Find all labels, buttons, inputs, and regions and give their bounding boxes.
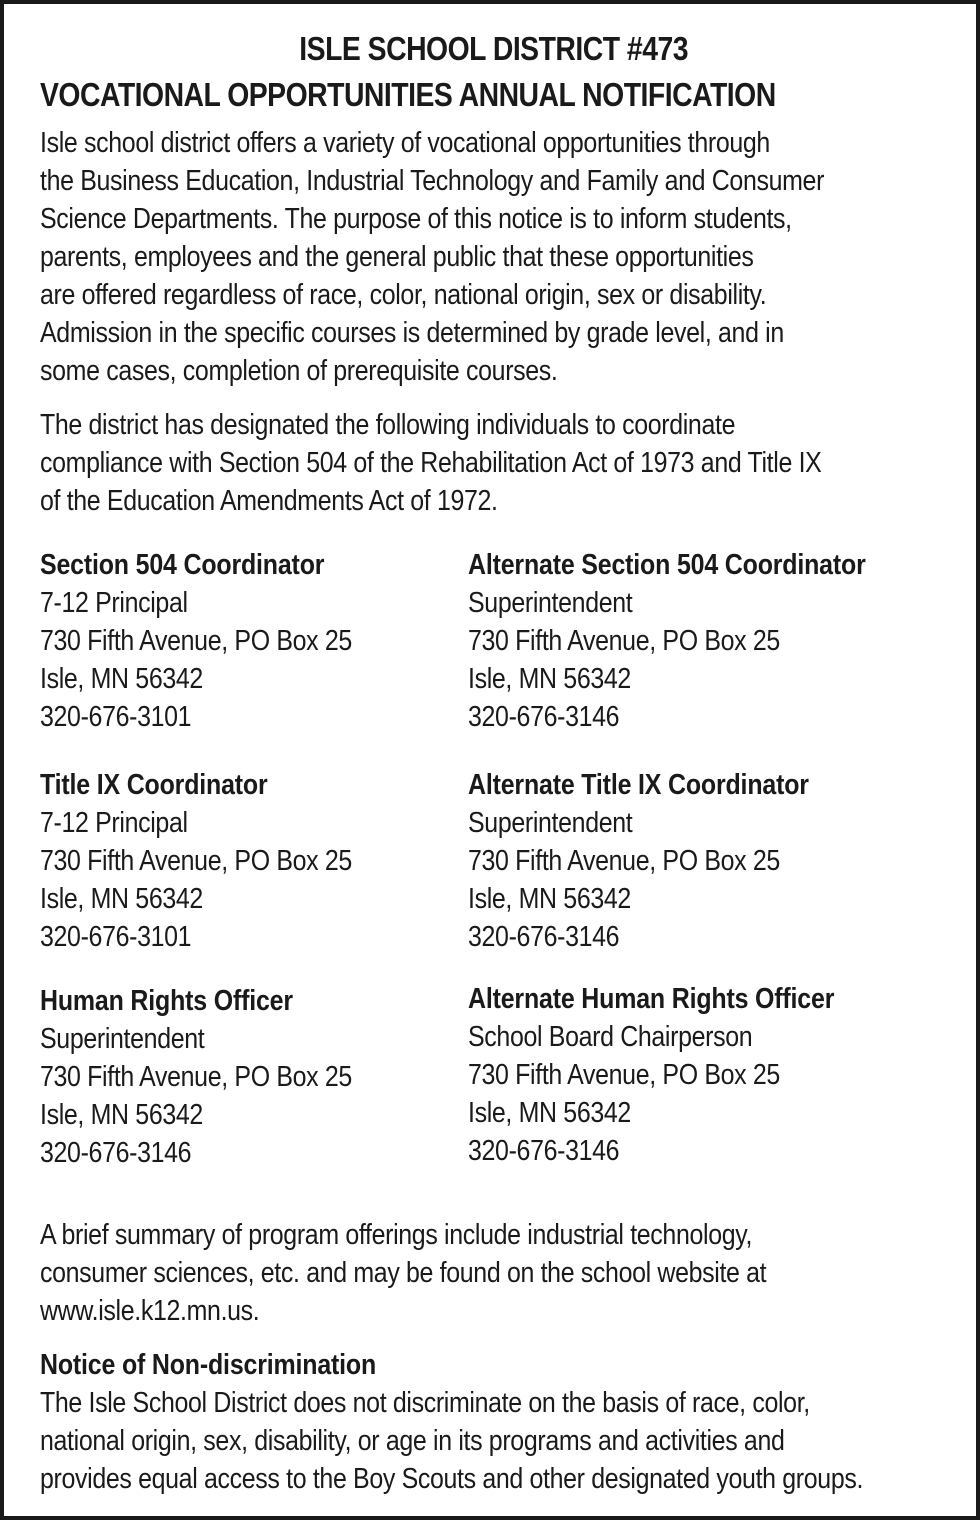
non-discrimination-line: provides equal access to the Boy Scouts and other designated youth groups. — [40, 1463, 864, 1495]
contact-human-rights-officer — [40, 982, 352, 1172]
contact-heading: Alternate Section 504 Coordinator — [468, 549, 866, 581]
notice-title-district: ISLE SCHOOL DISTRICT #473 — [299, 30, 689, 67]
contact-alternate-section-504-coordinator — [468, 546, 866, 736]
contact-role: School Board Chairperson — [468, 1021, 753, 1053]
coordinator-contacts — [40, 546, 946, 1196]
non-discrimination-line: national origin, sex, disability, or age in its programs and activities and — [40, 1425, 785, 1457]
designation-line: The district has designated the following individuals to coordinate — [40, 409, 736, 441]
contact-role: Superintendent — [40, 1023, 205, 1055]
non-discrimination-notice — [40, 1346, 864, 1498]
contact-heading: Alternate Human Rights Officer — [468, 983, 835, 1015]
contact-city: Isle, MN 56342 — [40, 663, 203, 695]
intro-paragraph — [40, 124, 825, 390]
program-summary-paragraph — [40, 1216, 819, 1330]
contact-address: 730 Fifth Avenue, PO Box 25 — [40, 1061, 352, 1093]
contact-title-ix-coordinator — [40, 766, 352, 956]
contact-phone: 320-676-3146 — [468, 921, 620, 953]
contact-heading: Section 504 Coordinator — [40, 549, 325, 581]
non-discrimination-heading: Notice of Non-discrimination — [40, 1349, 377, 1381]
intro-line: Admission in the specific courses is determined by grade level, and in — [40, 317, 784, 349]
designation-paragraph — [40, 406, 822, 520]
intro-line: Isle school district offers a variety of vocational opportunities through — [40, 127, 770, 159]
designation-line: compliance with Section 504 of the Rehabilitation Act of 1973 and Title IX — [40, 447, 822, 479]
summary-line: consumer sciences, etc. and may be found on the school website at — [40, 1257, 767, 1289]
intro-line: some cases, completion of prerequisite courses. — [40, 355, 558, 387]
intro-line: are offered regardless of race, color, national origin, sex or disability. — [40, 279, 767, 311]
contact-phone: 320-676-3101 — [40, 921, 192, 953]
contact-phone: 320-676-3146 — [468, 701, 620, 733]
contact-section-504-coordinator — [40, 546, 352, 736]
contact-address: 730 Fifth Avenue, PO Box 25 — [468, 625, 780, 657]
contact-heading: Human Rights Officer — [40, 985, 293, 1017]
contact-city: Isle, MN 56342 — [40, 883, 203, 915]
contact-address: 730 Fifth Avenue, PO Box 25 — [468, 845, 780, 877]
contact-role: Superintendent — [468, 807, 633, 839]
contact-address: 730 Fifth Avenue, PO Box 25 — [468, 1059, 780, 1091]
contact-city: Isle, MN 56342 — [40, 1099, 203, 1131]
contact-phone: 320-676-3146 — [468, 1135, 620, 1167]
contact-city: Isle, MN 56342 — [468, 663, 631, 695]
contact-role: 7-12 Principal — [40, 807, 188, 839]
summary-line: www.isle.k12.mn.us. — [40, 1295, 260, 1327]
contact-heading: Alternate Title IX Coordinator — [468, 769, 809, 801]
non-discrimination-line: The Isle School District does not discriminate on the basis of race, color, — [40, 1387, 810, 1419]
contact-phone: 320-676-3146 — [40, 1137, 192, 1169]
contact-address: 730 Fifth Avenue, PO Box 25 — [40, 625, 352, 657]
contact-role: 7-12 Principal — [40, 587, 188, 619]
contact-city: Isle, MN 56342 — [468, 1097, 631, 1129]
contact-city: Isle, MN 56342 — [468, 883, 631, 915]
contact-role: Superintendent — [468, 587, 633, 619]
designation-line: of the Education Amendments Act of 1972. — [40, 485, 498, 517]
contact-alternate-human-rights-officer — [468, 980, 834, 1170]
intro-line: parents, employees and the general public that these opportunities — [40, 241, 754, 273]
summary-line: A brief summary of program offerings include industrial technology, — [40, 1219, 753, 1251]
intro-line: Science Departments. The purpose of this notice is to inform students, — [40, 203, 792, 235]
intro-line: the Business Education, Industrial Technology and Family and Consumer — [40, 165, 825, 197]
notice-title-subject: VOCATIONAL OPPORTUNITIES ANNUAL NOTIFICATION — [40, 76, 776, 113]
contact-heading: Title IX Coordinator — [40, 769, 268, 801]
contact-phone: 320-676-3101 — [40, 701, 192, 733]
contact-address: 730 Fifth Avenue, PO Box 25 — [40, 845, 352, 877]
contact-alternate-title-ix-coordinator — [468, 766, 809, 956]
